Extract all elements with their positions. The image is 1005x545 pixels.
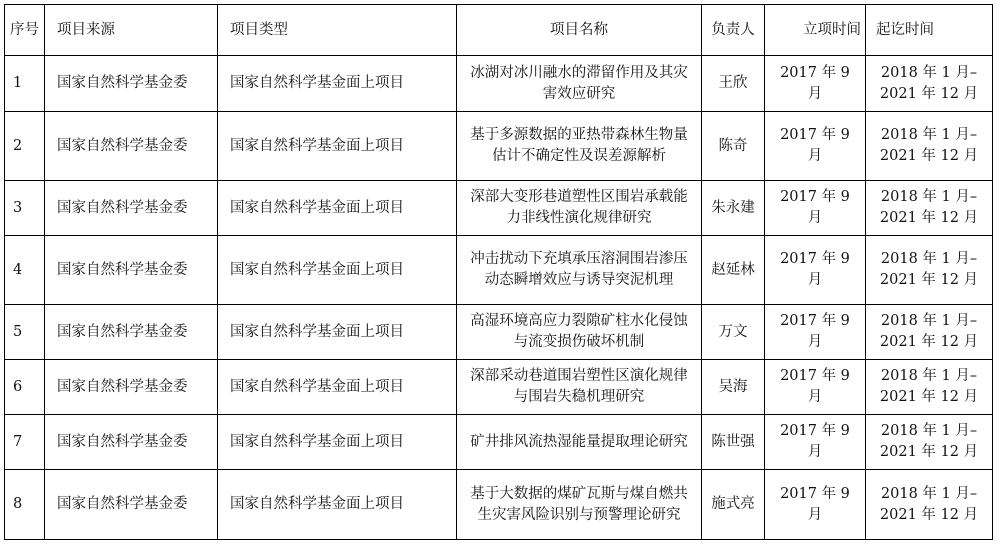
cell-type: 国家自然科学基金面上项目 (218, 112, 457, 181)
cell-range: 2018 年 1 月–2021 年 12 月 (866, 56, 993, 112)
header-range: 起讫时间 (866, 5, 993, 56)
cell-date: 2017 年 9 月 (765, 305, 866, 360)
cell-type: 国家自然科学基金面上项目 (218, 236, 457, 305)
cell-name: 冰湖对冰川融水的滞留作用及其灾害效应研究 (457, 56, 702, 112)
cell-seq: 2 (5, 112, 45, 181)
cell-leader: 朱永建 (702, 181, 765, 236)
project-table-container (4, 4, 993, 540)
cell-type: 国家自然科学基金面上项目 (218, 360, 457, 415)
header-date: 立项时间 (765, 5, 866, 56)
cell-seq: 7 (5, 415, 45, 470)
cell-seq: 4 (5, 236, 45, 305)
cell-source: 国家自然科学基金委 (45, 181, 218, 236)
cell-source: 国家自然科学基金委 (45, 360, 218, 415)
cell-range: 2018 年 1 月–2021 年 12 月 (866, 112, 993, 181)
cell-name: 基于多源数据的亚热带森林生物量估计不确定性及误差源解析 (457, 112, 702, 181)
cell-name: 高湿环境高应力裂隙矿柱水化侵蚀与流变损伤破坏机制 (457, 305, 702, 360)
table-header-row (5, 5, 993, 56)
cell-name: 深部采动巷道围岩塑性区演化规律与围岩失稳机理研究 (457, 360, 702, 415)
cell-source: 国家自然科学基金委 (45, 236, 218, 305)
cell-type: 国家自然科学基金面上项目 (218, 470, 457, 540)
table-row (5, 236, 993, 305)
cell-range: 2018 年 1 月–2021 年 12 月 (866, 181, 993, 236)
table-row (5, 470, 993, 540)
cell-seq: 3 (5, 181, 45, 236)
cell-seq: 5 (5, 305, 45, 360)
cell-leader: 赵延林 (702, 236, 765, 305)
cell-type: 国家自然科学基金面上项目 (218, 415, 457, 470)
table-row (5, 181, 993, 236)
cell-source: 国家自然科学基金委 (45, 470, 218, 540)
cell-source: 国家自然科学基金委 (45, 56, 218, 112)
table-row (5, 305, 993, 360)
header-seq: 序号 (5, 5, 45, 56)
cell-source: 国家自然科学基金委 (45, 112, 218, 181)
table-row (5, 112, 993, 181)
cell-seq: 8 (5, 470, 45, 540)
cell-name: 基于大数据的煤矿瓦斯与煤自燃共生灾害风险识别与预警理论研究 (457, 470, 702, 540)
header-leader: 负责人 (702, 5, 765, 56)
cell-type: 国家自然科学基金面上项目 (218, 181, 457, 236)
cell-source: 国家自然科学基金委 (45, 305, 218, 360)
cell-type: 国家自然科学基金面上项目 (218, 56, 457, 112)
project-table (4, 4, 993, 540)
cell-date: 2017 年 9 月 (765, 415, 866, 470)
cell-range: 2018 年 1 月–2021 年 12 月 (866, 305, 993, 360)
header-source: 项目来源 (45, 5, 218, 56)
cell-range: 2018 年 1 月–2021 年 12 月 (866, 360, 993, 415)
cell-leader: 陈世强 (702, 415, 765, 470)
table-row (5, 360, 993, 415)
cell-leader: 吴海 (702, 360, 765, 415)
table-row (5, 56, 993, 112)
cell-leader: 王欣 (702, 56, 765, 112)
cell-range: 2018 年 1 月–2021 年 12 月 (866, 415, 993, 470)
cell-leader: 陈奇 (702, 112, 765, 181)
header-type: 项目类型 (218, 5, 457, 56)
table-row (5, 415, 993, 470)
cell-date: 2017 年 9 月 (765, 112, 866, 181)
header-name: 项目名称 (457, 5, 702, 56)
cell-range: 2018 年 1 月–2021 年 12 月 (866, 470, 993, 540)
cell-seq: 1 (5, 56, 45, 112)
cell-date: 2017 年 9 月 (765, 470, 866, 540)
cell-type: 国家自然科学基金面上项目 (218, 305, 457, 360)
cell-seq: 6 (5, 360, 45, 415)
cell-date: 2017 年 9 月 (765, 236, 866, 305)
cell-date: 2017 年 9 月 (765, 360, 866, 415)
cell-date: 2017 年 9 月 (765, 181, 866, 236)
cell-name: 冲击扰动下充填承压溶洞围岩渗压动态瞬增效应与诱导突泥机理 (457, 236, 702, 305)
cell-source: 国家自然科学基金委 (45, 415, 218, 470)
cell-name: 深部大变形巷道塑性区围岩承载能力非线性演化规律研究 (457, 181, 702, 236)
cell-date: 2017 年 9 月 (765, 56, 866, 112)
cell-name: 矿井排风流热湿能量提取理论研究 (457, 415, 702, 470)
cell-range: 2018 年 1 月–2021 年 12 月 (866, 236, 993, 305)
cell-leader: 万文 (702, 305, 765, 360)
cell-leader: 施式亮 (702, 470, 765, 540)
